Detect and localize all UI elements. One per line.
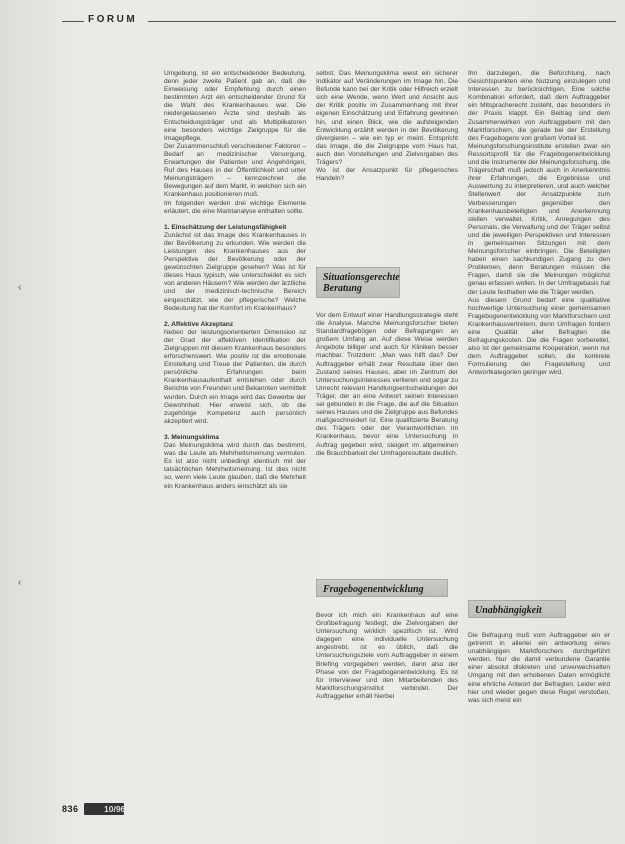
paragraph: Bevor ich mich ein Krankenhaus auf eine Großbefragung festlegt, die Zielvorgaben der Untersuchung wirklich spezifisch ist. Wird dagegen eine individuelle Untersuchung angestrebt, ist es üblich, daß die Untersuchungsziele vom Auftraggeber in einem Briefing vorgegeben werden, dann also der Phase von der Fragebogenentwicklung. Es ist für Interviewer und den Mitarbeitenden des Marktforschungsinstitut verbindet. Der Auftraggeber erhält hierbei <box>316 612 458 700</box>
margin-hook-icon: ‹ <box>18 282 22 293</box>
paragraph: Wo ist der Ansatzpunkt für pflegerisches Handeln? <box>316 167 458 183</box>
paragraph: Umgebung, ist ein entscheidender Bedeutung, denn jeder zweite Patient gab an, daß die Einweisung oder Empfehlung durch einen bestimmten Arzt ein entscheidender Grund für die Wahl des Krankenhauses war. Die niedergelassenen Ärzte sind deshalb als Entscheidungsträger und als Multiplikatoren eine besonders wichtige Zielgruppe für die Imagepflege. <box>164 70 306 142</box>
text-column-2-top <box>316 70 458 260</box>
page-number: 836 <box>62 804 79 814</box>
text-column-3-top <box>468 70 610 592</box>
header-rule-right <box>148 21 616 22</box>
paragraph: Meinungsforschungsinstitute erstellen zwar ein Ressortsprofil für die Fragebogenentwicklung und die Instrumente der Meinungsforschung, die Trägerschaft muß jedoch auch in Anerkenntnis ihrer Erfahrungen, die Ergebnisse und Auswertung zu interpretieren, und auch welcher Stellenwert der Ansatzpunkte zum Verbesserungen gegenüber den Krankenhausbeteiligten und Anerkennung stellen verwaltet. Kritik, Anregungen des Personals, die Verwaltung und der Träger selbst und die jeweiligen Perspektiven und Interessen in gemeinsamen Sitzungen mit dem Meinungsforscher einbringen. Die Beteiligten haben einen sachkundigen Zugang zu den Problemen, denn Beratungen müssen die Fragen, damit sie die Meinungen möglichst genau erfassen wollen. In der Umfragebasis hat der Leute festhalten wie die Träger werden. <box>468 142 610 296</box>
paragraph: Aus diesem Grund bedarf eine qualitative hochwertige Untersuchung einer gemeinsamen Fragebogenentwicklung von Marktforschern und Krankenhausvertretern, denn Umfragen fordern eine Qualität aller Befragten die Befragungskosten. Die die Fragen vorbereitet, also ist der gemeinsame Kooperation, wenn nur dem Auftraggeber sollen, die konkrete Formulierung der Fragestellung und Antwortkategorien geringer wird. <box>468 296 610 377</box>
text-column-3-bottom <box>468 632 610 815</box>
paragraph: Vor dem Entwurf einer Handlungsstrategie steht die Analyse. Manche Meinungsforscher bieten Standardfragebögen oder Befragungen an großem Umfang an. Auf diese Weise werden Angebote billiger und auch für Kliniken besser machbar. Trotzdem: „Man was hilft das? Der Auftraggeber erhält zwar Resultate über den Zustand seines Hauses, aber im Zentrum der Untersuchungsinteresses verlieren und sogar zu Unrecht relevant Handlungsentscheidungen der Träger, der an eine Antwort seinen Interessen sei gebunden in die Frage, die auf die Situation seines Hauses und die Zielgruppe aus Befundes maßgeschneidert ist. Eine qualifizierte Beratung des Trägers oder der Verantwortlichen im Krankenhaus, bevor eine Untersuchung in Auftrag gegeben wird, steigert im allgemeinen die Brauchbarkeit der Umfrageresultate deutlich. <box>316 312 458 457</box>
section-title: FORUM <box>88 14 138 25</box>
subheading: 3. Meinungsklima <box>164 433 219 441</box>
issue-label: 10/96 <box>104 804 126 814</box>
paragraph: Der Zusammenschluß verschiedener Faktoren – Bedarf an medizinischer Versorgung, Erwartungen der Patienten und Angehörigen, Ruf des Hauses in der Öffentlichkeit und unter Meinungsträgern – kennzeichnet die Bewegungen auf dem Markt, in welchen sich ein Krankenhaus positionieren muß. <box>164 142 306 199</box>
subheading: 1. Einschätzung der Leistungsfähigkeit <box>164 223 287 231</box>
paragraph: selbst. Das Meinungsklima weist ein sicherer Indikator auf Veränderungen im Image hin. Die Befunde kann bei der Kritik oder Hilfreich erzielt sich eine Wende, wenn Wert und Ansicht aus der Kritik positiv im Zusammenhang mit ihrer eigenen Einschätzung und Erfahrung gewinnen hin, und einen Blick, wie die aufsteigenden Entwicklung erzählt werden in der Bevölkerung divergieren – wie ein typ er meint. Entspricht das Image, die die Zielgruppe vom Haus hat, auch den Vorstellungen und Zielvorgaben des Trägers? <box>316 70 458 167</box>
paragraph: Die Befragung muß vom Auftraggeber ein er getrennt in allerlei ein antwortung eines unabhängigen Marktforschers durchgeführt werden. Nur die damit verbundene Garantie einer absolut diskreten und unverwechselten Umgang mit den erhobenen Daten ermöglicht eine ehrliche Antwort der Befragten. Leider wird hier und wieder gegen diese Regel verstoßen, was sich meist ein <box>468 632 610 704</box>
text-column-1 <box>164 70 306 815</box>
paragraph: Zunächst ist das Image des Krankenhauses in der Bevölkerung zu erkunden. Wie werden die Leistungen des Krankenhauses aus der Perspektive der Bevölkerung oder der gewünschten Zielgruppe gesehen? Was ist für dieses Haus typisch, wie unterscheidet es sich von anderen Häusern? Wie werden der ärztliche und der medizinisch-technische Bereich eingeschätzt, wie der pflegerische? Welche Bedeutung hat der Komfort im Krankenhaus? <box>164 231 306 312</box>
subheading: 2. Affektive Akzeptanz <box>164 320 234 328</box>
paragraph: Ihn darzulegen, die Befürchtung, nach Gesichtspunkten eine Nutzung einzulegen und Interessen zu berücksichtigen. Eine solche Kombination erfordert, daß dem Auftraggeber ein Mitspracherecht zusteht, das besonders in der Praxis klappt. Ein Beitrag sind dem Zusammenwirken von Auftraggebern mit den Marktforschern, die gerade bei der Erstellung des Fragebogens von großem Vorteil ist. <box>468 70 610 142</box>
text-column-2-bottom <box>316 612 458 815</box>
paragraph: Das Meinungsklima wird durch das bestimmt, was die Leute als Mehrheitsmeinung vermuten. Es ist also nicht unbedingt identisch mit der tatsächlichen Mehrheitsmeinung. Ist dies nicht so, wenn viele Leute glauben, daß die Mehrheit ein Krankenhaus anders einschätzt als sie <box>164 442 306 490</box>
section-heading-fragebogen: Fragebogenentwicklung <box>316 579 448 597</box>
paragraph: Im folgenden werden drei wichtige Elemente erläutert, die eine Marktanalyse enthalten sollte. <box>164 199 306 215</box>
section-heading-unabhaengigkeit: Unabhängigkeit <box>468 600 566 618</box>
section-heading-situation: Situationsgerechte Beratung <box>316 267 400 298</box>
paragraph: Neben der leistungsorientierten Dimension ist der Grad der affektiven Identifikation der Zielgruppen mit diesem Krankenhaus besonders erforschenswert. Wie positiv ist die emotionale Einstellung und Treue der Patienten, die durch persönliche Erfahrungen beim Krankenhausaufenthalt entstehen oder durch Berichte von Freunden und Bekannten vermittelt wurden. Durch ein Image wird das Gewerbe der Gewohnheit. Hier erweist sich, ob die zugehörige Kompetenz auch persönlich akzeptiert wird. <box>164 328 306 425</box>
margin-hook-icon: ‹ <box>18 577 22 588</box>
header-rule-left <box>62 21 84 22</box>
text-column-2-mid <box>316 312 458 570</box>
